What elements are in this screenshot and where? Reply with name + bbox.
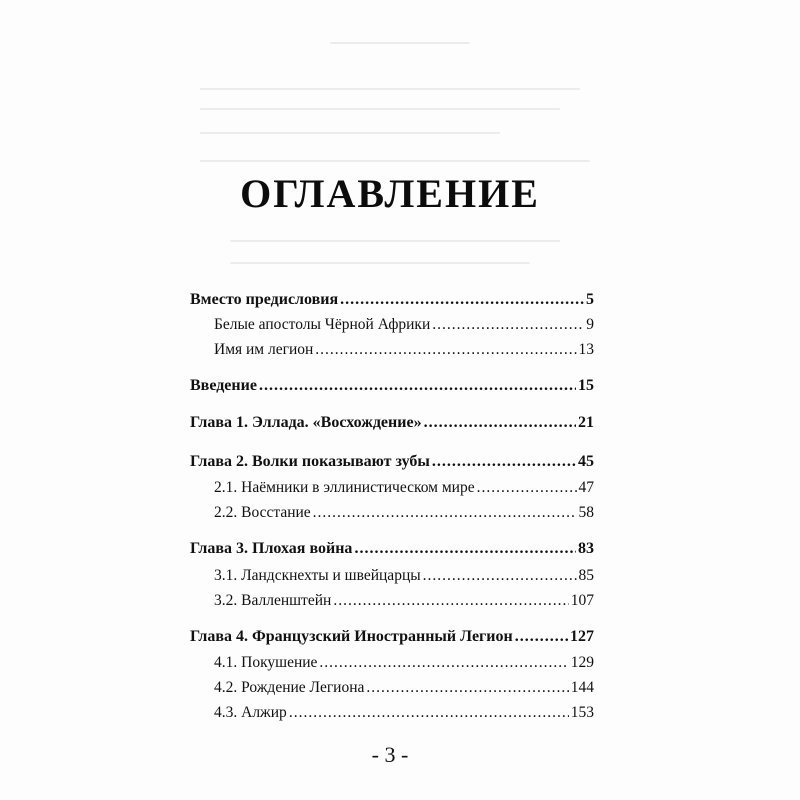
toc-entry-white-apostles xyxy=(214,313,594,337)
dot-leader xyxy=(315,338,576,362)
toc-entry-chapter-2 xyxy=(190,450,594,474)
toc-entry-introduction xyxy=(190,374,594,398)
dot-leader xyxy=(340,288,584,312)
toc-entry-3-1 xyxy=(214,564,594,588)
toc-entry-4-2 xyxy=(214,676,594,700)
toc-entry-page: 127 xyxy=(570,628,594,645)
toc-entry-4-1 xyxy=(214,651,594,675)
toc-entry-2-1 xyxy=(214,476,594,500)
toc-entry-label: Вместо предисловия xyxy=(190,291,339,308)
toc-entry-label: 2.1. Наёмники в эллинистическом мире xyxy=(214,479,475,496)
toc-entry-page: 21 xyxy=(578,414,594,431)
bleed-through-line xyxy=(230,240,560,242)
toc-entry-page: 85 xyxy=(578,567,594,584)
toc-entry-preface xyxy=(190,288,594,312)
toc-entry-label: Глава 1. Эллада. «Восхождение» xyxy=(190,414,422,431)
toc-entry-label: 4.1. Покушение xyxy=(214,654,318,671)
dot-leader xyxy=(313,501,577,525)
toc-entry-page: 45 xyxy=(578,453,594,470)
toc-entry-label: 3.1. Ландскнехты и швейцарцы xyxy=(214,567,421,584)
toc-entry-chapter-4 xyxy=(190,625,594,649)
toc-entry-page: 144 xyxy=(570,679,594,696)
toc-entry-page: 58 xyxy=(578,504,594,521)
toc-entry-label: Введение xyxy=(190,377,257,394)
toc-entry-chapter-3 xyxy=(190,537,594,561)
toc-entry-page: 9 xyxy=(586,316,594,333)
toc-entry-4-3 xyxy=(214,701,594,725)
bleed-through-line xyxy=(200,108,560,110)
dot-leader xyxy=(259,374,576,398)
bleed-through-line xyxy=(230,262,530,264)
toc-entry-label: 3.2. Валленштейн xyxy=(214,592,332,609)
dot-leader xyxy=(289,701,569,725)
dot-leader xyxy=(432,313,584,337)
toc-entry-3-2 xyxy=(214,589,594,613)
toc-entry-page: 107 xyxy=(570,592,594,609)
dot-leader xyxy=(424,411,576,435)
page-title: ОГЛАВЛЕНИЕ xyxy=(240,171,540,216)
dot-leader xyxy=(333,589,568,613)
toc-entry-page: 83 xyxy=(578,540,594,557)
toc-entry-page: 5 xyxy=(586,291,594,308)
toc-entry-label: Глава 3. Плохая война xyxy=(190,540,353,557)
dot-leader xyxy=(354,537,576,561)
bleed-through-line xyxy=(200,132,500,134)
dot-leader xyxy=(423,564,577,588)
toc-entry-2-2 xyxy=(214,501,594,525)
bleed-through-line xyxy=(330,42,470,44)
dot-leader xyxy=(319,651,568,675)
dot-leader xyxy=(366,676,568,700)
toc-entry-chapter-1 xyxy=(190,411,594,435)
toc-entry-label: Имя им легион xyxy=(214,341,314,358)
toc-entry-page: 129 xyxy=(570,654,594,671)
dot-leader xyxy=(515,625,568,649)
toc-entry-label: 2.2. Восстание xyxy=(214,504,311,521)
toc-entry-page: 15 xyxy=(578,377,594,394)
toc-entry-label: Глава 4. Французский Иностранный Легион xyxy=(190,628,513,645)
dot-leader xyxy=(432,450,576,474)
toc-entry-label: Глава 2. Волки показывают зубы xyxy=(190,453,430,470)
toc-entry-label: Белые апостолы Чёрной Африки xyxy=(214,316,431,333)
toc-entry-page: 153 xyxy=(570,704,594,721)
toc-entry-page: 13 xyxy=(578,341,594,358)
toc-entry-label: 4.3. Алжир xyxy=(214,704,287,721)
toc-entry-label: 4.2. Рождение Легиона xyxy=(214,679,365,696)
toc-entry-page: 47 xyxy=(578,479,594,496)
page-number: - 3 - xyxy=(371,742,409,767)
dot-leader xyxy=(477,476,577,500)
toc-entry-their-name-legion xyxy=(214,338,594,362)
bleed-through-line xyxy=(200,88,580,90)
bleed-through-line xyxy=(200,160,590,162)
